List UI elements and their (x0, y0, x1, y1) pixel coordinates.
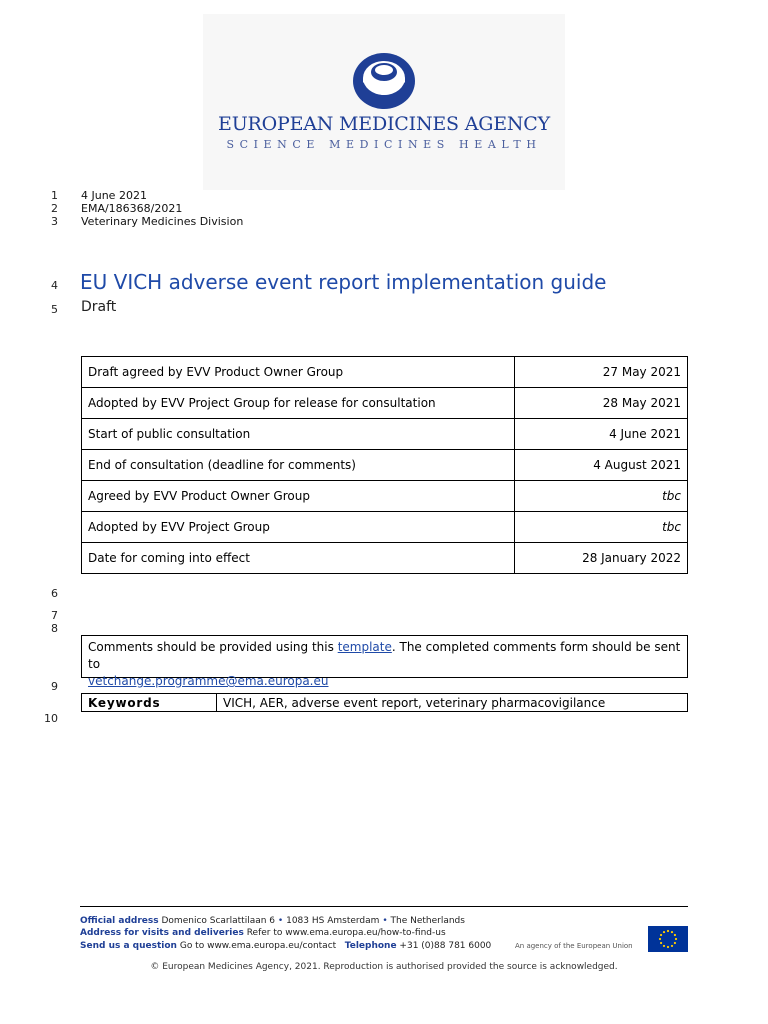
official-address-label: Official address (80, 916, 159, 926)
line-number: 7 (51, 609, 58, 622)
table-row (82, 419, 688, 450)
milestone-value: tbc (515, 512, 688, 543)
eu-star-icon (667, 930, 669, 932)
eu-star-icon (663, 945, 665, 947)
keywords-table (81, 693, 688, 712)
footer-official-address (80, 916, 465, 926)
footer-contact (80, 941, 491, 951)
milestone-value: 4 June 2021 (515, 419, 688, 450)
table-row (82, 543, 688, 574)
comments-suffix: . The completed comments form should be sent to (88, 640, 681, 671)
eu-star-icon (660, 942, 662, 944)
milestone-label: Start of public consultation (82, 419, 515, 450)
line-number: 3 (51, 215, 58, 228)
milestone-label: End of consultation (deadline for comments) (82, 450, 515, 481)
line-number: 10 (44, 712, 58, 725)
table-row (82, 357, 688, 388)
line-number: 8 (51, 622, 58, 635)
milestone-value: 27 May 2021 (515, 357, 688, 388)
document-status: Draft (81, 299, 117, 315)
eu-star-icon (663, 931, 665, 933)
milestone-value: 4 August 2021 (515, 450, 688, 481)
milestone-value: tbc (515, 481, 688, 512)
eu-star-icon (659, 938, 661, 940)
template-link[interactable]: template (337, 640, 392, 654)
line-number: 6 (51, 587, 58, 600)
milestone-label: Agreed by EVV Product Owner Group (82, 481, 515, 512)
eu-star-icon (671, 945, 673, 947)
bullet-icon: • (277, 916, 284, 926)
agency-tagline: SCIENCE MEDICINES HEALTH (226, 138, 542, 151)
eu-star-icon (674, 942, 676, 944)
milestones-table (81, 356, 688, 574)
document-division: Veterinary Medicines Division (81, 215, 244, 228)
agency-note: An agency of the European Union (515, 942, 633, 950)
line-number: 1 (51, 189, 58, 202)
table-row (82, 388, 688, 419)
keywords-label: Keywords (82, 694, 217, 712)
eu-star-icon (674, 934, 676, 936)
official-country: The Netherlands (390, 916, 465, 926)
table-row (82, 694, 688, 712)
eu-star-icon (660, 934, 662, 936)
line-number: 9 (51, 680, 58, 693)
line-number: 2 (51, 202, 58, 215)
comments-prefix: Comments should be provided using this (88, 640, 338, 654)
document-reference: EMA/186368/2021 (81, 202, 183, 215)
email-link[interactable]: vetchange.programme@ema.europa.eu (88, 674, 329, 688)
document-title: EU VICH adverse event report implementation guide (80, 270, 607, 294)
keywords-value: VICH, AER, adverse event report, veterinary pharmacovigilance (217, 694, 688, 712)
milestone-value: 28 January 2022 (515, 543, 688, 574)
eu-flag-icon (648, 926, 688, 952)
milestone-label: Draft agreed by EVV Product Owner Group (82, 357, 515, 388)
copyright-notice: © European Medicines Agency, 2021. Reproduction is authorised provided the source is acknowledged. (150, 962, 618, 972)
ema-emblem-icon (352, 52, 416, 110)
visits-label: Address for visits and deliveries (80, 928, 244, 938)
bullet-icon: • (382, 916, 388, 926)
question-label: Send us a question (80, 941, 177, 951)
footer-divider (80, 906, 688, 907)
ema-logo (203, 14, 565, 190)
milestone-value: 28 May 2021 (515, 388, 688, 419)
telephone-label: Telephone (344, 941, 397, 951)
milestone-label: Date for coming into effect (82, 543, 515, 574)
official-city: 1083 HS Amsterdam (286, 916, 380, 926)
official-street: Domenico Scarlattilaan 6 (161, 916, 276, 926)
table-row (82, 512, 688, 543)
eu-star-icon (667, 946, 669, 948)
eu-star-icon (675, 938, 677, 940)
agency-name: EUROPEAN MEDICINES AGENCY (218, 113, 550, 135)
milestone-label: Adopted by EVV Project Group (82, 512, 515, 543)
telephone-value: +31 (0)88 781 6000 (399, 941, 492, 951)
document-date: 4 June 2021 (81, 189, 147, 202)
visits-text[interactable]: Refer to www.ema.europa.eu/how-to-find-us (246, 928, 446, 938)
line-number: 5 (51, 303, 58, 316)
question-text[interactable]: Go to www.ema.europa.eu/contact (179, 941, 337, 951)
line-number: 4 (51, 279, 58, 292)
footer-visits (80, 928, 446, 938)
eu-star-icon (671, 931, 673, 933)
table-row (82, 450, 688, 481)
comments-box (81, 635, 688, 688)
table-row (82, 481, 688, 512)
milestone-label: Adopted by EVV Project Group for release for consultation (82, 388, 515, 419)
